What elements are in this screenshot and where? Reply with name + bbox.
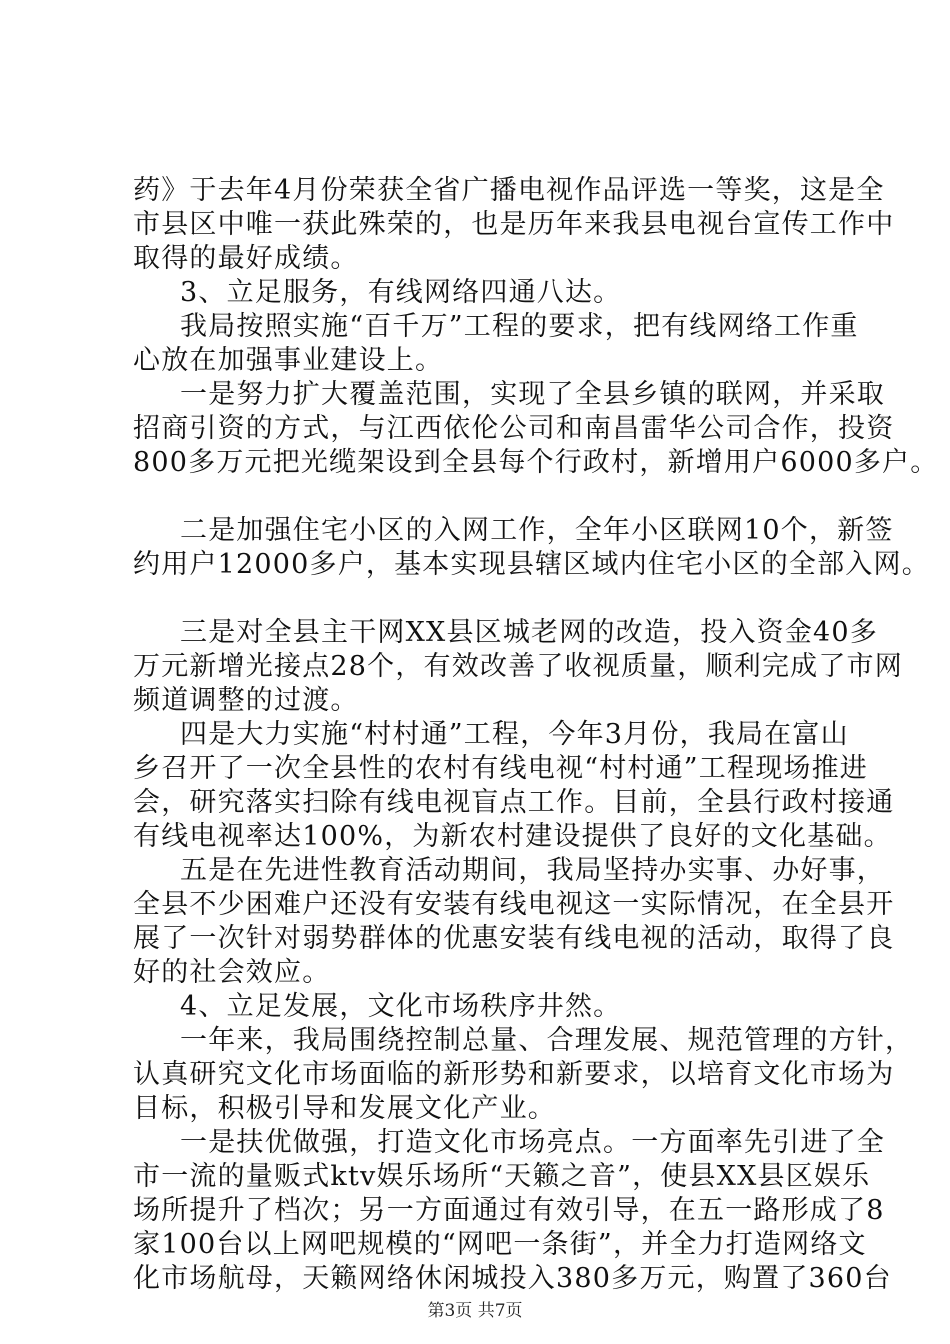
- text-line: 心放在加强事业建设上。: [133, 345, 444, 376]
- text-line: 万元新增光接点28个，有效改善了收视质量，顺利完成了市网: [133, 651, 903, 682]
- text-line: 市县区中唯一获此殊荣的，也是历年来我县电视台宣传工作中: [133, 209, 895, 240]
- text-line: 好的社会效应。: [133, 957, 331, 988]
- text-line: 频道调整的过渡。: [133, 685, 359, 716]
- page-footer: 第3页 共7页: [427, 1301, 523, 1321]
- text-line: 五是在先进性教育活动期间，我局坚持办实事、办好事，: [180, 855, 885, 886]
- text-line: 会，研究落实扫除有线电视盲点工作。目前，全县行政村接通: [133, 787, 895, 818]
- text-line: 药》于去年4月份荣获全省广播电视作品评选一等奖，这是全: [133, 175, 885, 206]
- text-line: 约用户12000多户，基本实现县辖区域内住宅小区的全部入网。: [133, 549, 930, 580]
- text-line: 800多万元把光缆架设到全县每个行政村，新增用户6000多户。: [133, 447, 939, 478]
- text-line: 招商引资的方式，与江西依伦公司和南昌雷华公司合作，投资: [133, 413, 895, 444]
- text-line: 乡召开了一次全县性的农村有线电视“村村通”工程现场推进: [133, 753, 869, 784]
- text-line: 全县不少困难户还没有安装有线电视这一实际情况，在全县开: [133, 889, 895, 920]
- text-line: 取得的最好成绩。: [133, 243, 359, 274]
- text-line: 认真研究文化市场面临的新形势和新要求，以培育文化市场为: [133, 1059, 895, 1090]
- text-line: 有线电视率达100%，为新农村建设提供了良好的文化基础。: [133, 821, 892, 852]
- text-line: 目标，积极引导和发展文化产业。: [133, 1093, 556, 1124]
- text-line: 家100台以上网吧规模的“网吧一条街”，并全力打造网络文: [133, 1229, 867, 1260]
- text-line: 一是努力扩大覆盖范围，实现了全县乡镇的联网，并采取: [180, 379, 885, 410]
- text-line: 一是扶优做强，打造文化市场亮点。一方面率先引进了全: [180, 1127, 885, 1158]
- text-line: 四是大力实施“村村通”工程，今年3月份，我局在富山: [180, 719, 849, 750]
- text-line: 我局按照实施“百千万”工程的要求，把有线网络工作重: [180, 311, 859, 342]
- text-line: 三是对全县主干网XX县区城老网的改造，投入资金40多: [180, 617, 878, 648]
- text-line: 市一流的量贩式ktv娱乐场所“天籁之音”，使县XX县区娱乐: [133, 1161, 871, 1192]
- section-heading: 4、立足发展，文化市场秩序井然。: [180, 991, 622, 1022]
- text-line: 场所提升了档次；另一方面通过有效引导，在五一路形成了8: [133, 1195, 885, 1226]
- text-line: 二是加强住宅小区的入网工作，全年小区联网10个，新签: [180, 515, 894, 546]
- text-line: 化市场航母，天籁网络休闲城投入380多万元，购置了360台: [133, 1263, 892, 1294]
- section-heading: 3、立足服务，有线网络四通八达。: [180, 277, 622, 308]
- text-line: 一年来，我局围绕控制总量、合理发展、规范管理的方针，: [180, 1025, 914, 1056]
- text-line: 展了一次针对弱势群体的优惠安装有线电视的活动，取得了良: [133, 923, 895, 954]
